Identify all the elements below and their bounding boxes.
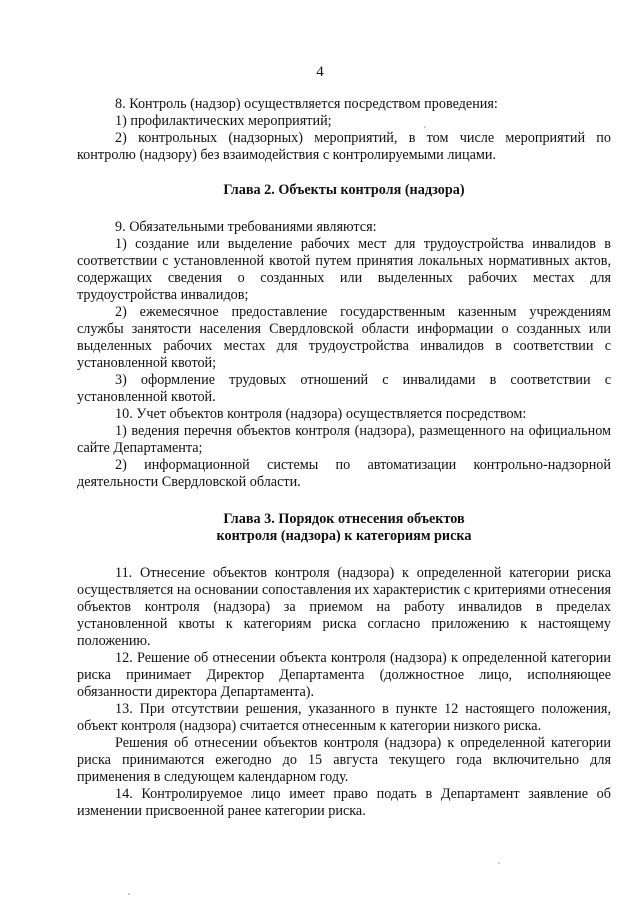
paragraph-12: 12. Решение об отнесении объекта контроля (надзора) к определенной категории риска принимает Директор Департамента (должностное лицо, исполняющее обязанности директора Департамента). (77, 650, 611, 700)
paragraph-10: 10. Учет объектов контроля (надзора) осуществляется посредством: (115, 406, 527, 422)
chapter-3-title-line-1: Глава 3. Порядок отнесения объектов (223, 511, 465, 527)
paragraph-9: 9. Обязательными требованиями являются: (115, 219, 377, 235)
chapter-3-title-line-2: контроля (надзора) к категориям риска (216, 528, 472, 544)
paragraph-13-continued: Решения об отнесении объектов контроля (надзора) к определенной категории риска принимаются ежегодно до 15 августа текущего года включительно для применения в следующем календарном году. (77, 735, 611, 785)
paragraph-13: 13. При отсутствии решения, указанного в пункте 12 настоящего положения, объект контроля (надзора) считается отнесенным к категории низкого риска. (77, 701, 611, 734)
paragraph-9-item-2: 2) ежемесячное предоставление государственным казенным учреждениям службы занятости населения Свердловской области информации о созданных или выделенных рабочих местах для трудоустройства инвалидов в соответствии с установленной квотой; (77, 304, 611, 371)
document-body (77, 96, 611, 820)
paragraph-9-item-3: 3) оформление трудовых отношений с инвалидами в соответствии с установленной квотой. (77, 372, 611, 405)
scan-speck (128, 893, 130, 895)
paragraph-10-item-2: 2) информационной системы по автоматизации контрольно-надзорной деятельности Свердловской области. (77, 457, 611, 490)
chapter-2-title: Глава 2. Объекты контроля (надзора) (223, 182, 465, 198)
page-number: 4 (316, 64, 324, 80)
paragraph-10-item-1: 1) ведения перечня объектов контроля (надзора), размещенного на официальном сайте Департамента; (77, 423, 611, 456)
chapter-3-title (77, 511, 611, 545)
paragraph-9-item-1: 1) создание или выделение рабочих мест для трудоустройства инвалидов в соответствии с установленной квотой путем принятия локальных нормативных актов, содержащих сведения о созданных или выделенных рабочих местах для трудоустройства инвалидов; (77, 236, 611, 303)
paragraph-14: 14. Контролируемое лицо имеет право подать в Департамент заявление об изменении присвоенной ранее категории риска. (77, 786, 611, 819)
paragraph-8: 8. Контроль (надзор) осуществляется посредством проведения: (115, 96, 498, 112)
paragraph-11: 11. Отнесение объектов контроля (надзора) к определенной категории риска осуществляется на основании сопоставления их характеристик с критериями отнесения объектов контроля (надзора) за приемом на работу инвалидов в пределах установленной квоты к категориям риска согласно приложению к настоящему положению. (77, 565, 611, 649)
paragraph-8-item-1: 1) профилактических мероприятий; (115, 113, 332, 129)
paragraph-8-item-2: 2) контрольных (надзорных) мероприятий, в том числе мероприятий по контролю (надзору) без взаимодействия с контролируемыми лицами. (77, 130, 611, 163)
scan-speck (498, 862, 500, 864)
scan-speck (424, 126, 426, 128)
